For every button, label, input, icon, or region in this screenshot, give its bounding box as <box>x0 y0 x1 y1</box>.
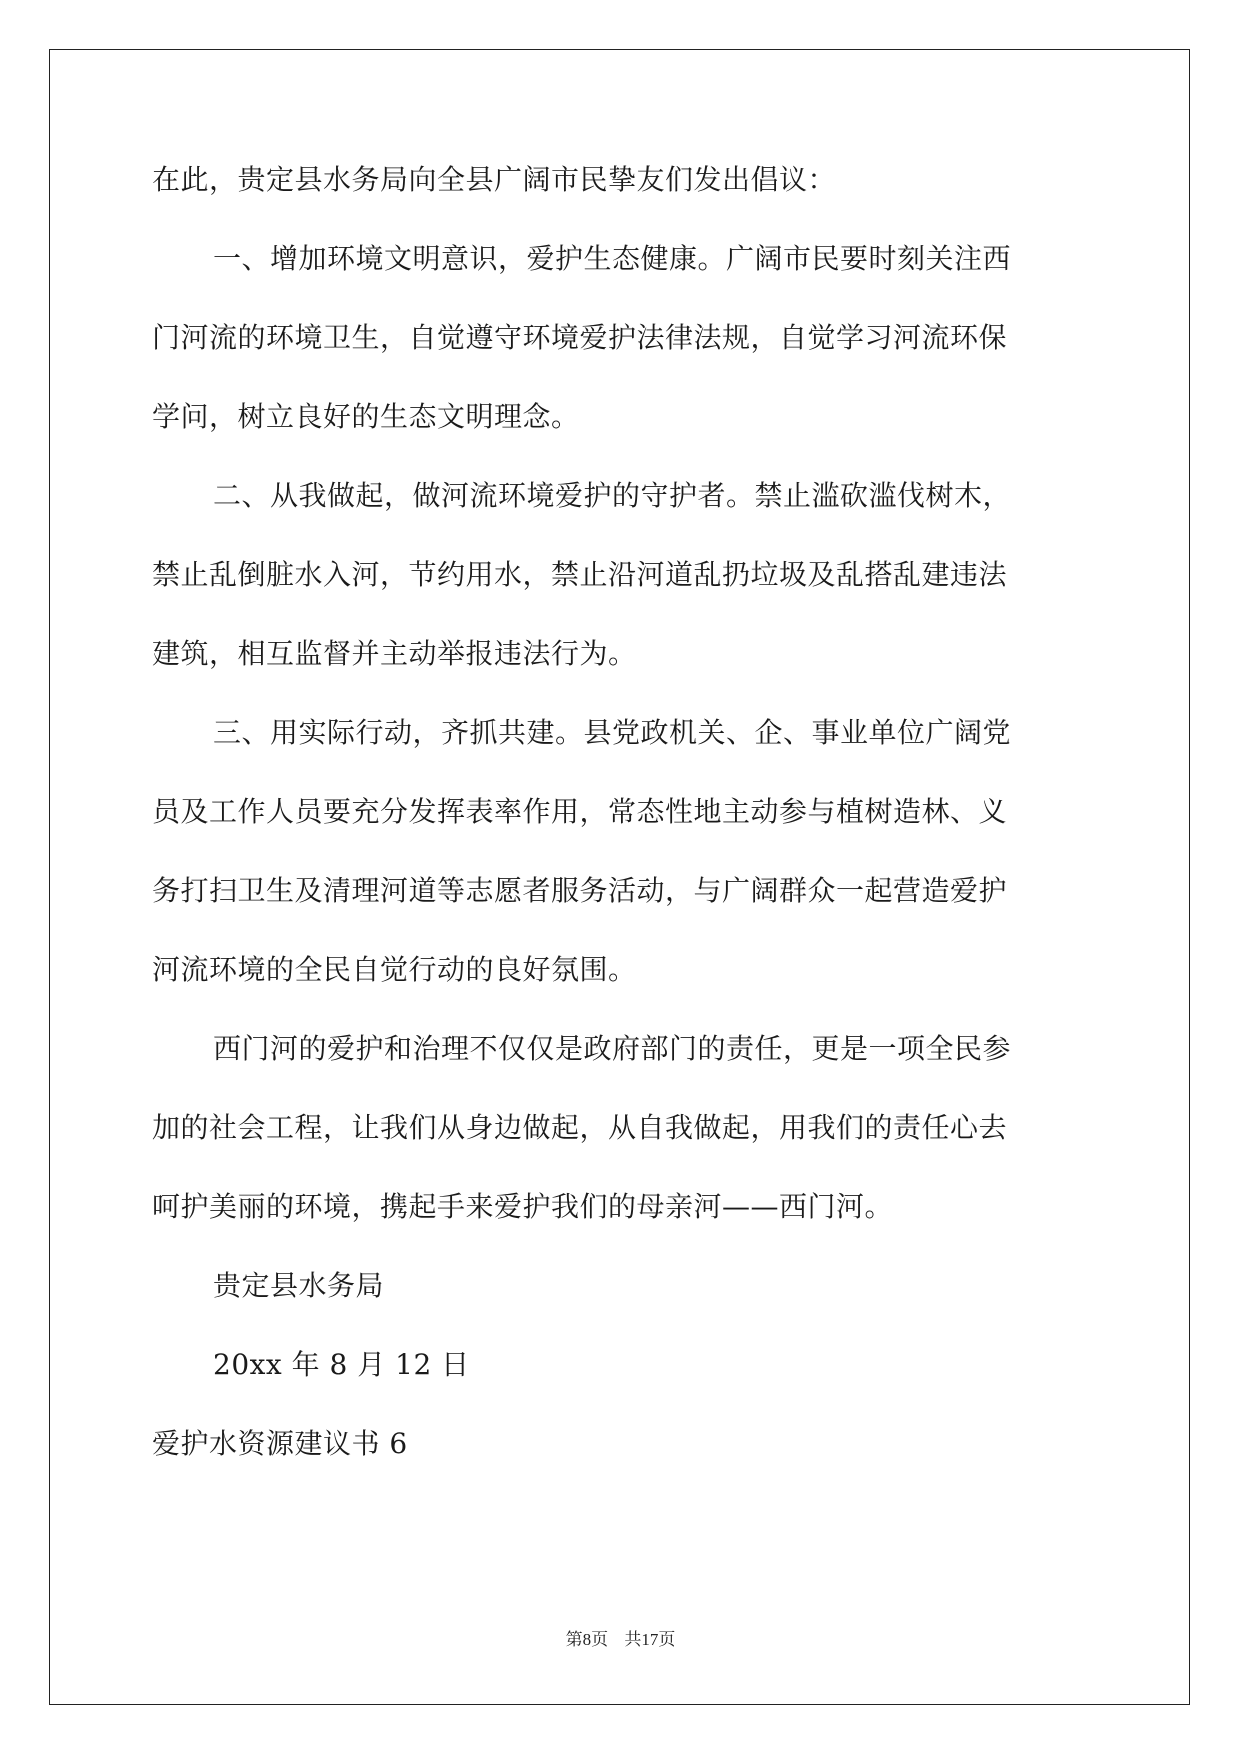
body-line: 加的社会工程，让我们从身边做起，从自我做起，用我们的责任心去 <box>152 1111 1008 1144</box>
signature-date: 20xx 年 8 月 12 日 <box>213 1348 470 1381</box>
body-line: 员及工作人员要充分发挥表率作用，常态性地主动参与植树造林、义 <box>152 795 1008 828</box>
page-total: 共17页 <box>624 1630 676 1649</box>
body-line: 河流环境的全民自觉行动的良好氛围。 <box>152 953 637 986</box>
body-line: 三、用实际行动，齐抓共建。县党政机关、企、事业单位广阔党 <box>213 716 1012 749</box>
body-line: 禁止乱倒脏水入河，节约用水，禁止沿河道乱扔垃圾及乱搭乱建违法 <box>152 558 1008 591</box>
page-footer <box>0 1625 1241 1650</box>
signature-organization: 贵定县水务局 <box>213 1269 385 1302</box>
body-line: 呵护美丽的环境，携起手来爱护我们的母亲河——西门河。 <box>152 1190 894 1223</box>
page-number: 第8页 <box>565 1630 609 1649</box>
body-line: 学问，树立良好的生态文明理念。 <box>152 400 580 433</box>
document-body <box>152 160 1090 1503</box>
body-line: 西门河的爱护和治理不仅仅是政府部门的责任，更是一项全民参 <box>213 1032 1012 1065</box>
body-line: 在此，贵定县水务局向全县广阔市民挚友们发出倡议： <box>152 163 837 196</box>
body-line: 二、从我做起，做河流环境爱护的守护者。禁止滥砍滥伐树木， <box>213 479 1012 512</box>
body-line: 务打扫卫生及清理河道等志愿者服务活动，与广阔群众一起营造爱护 <box>152 874 1008 907</box>
body-line: 建筑，相互监督并主动举报违法行为。 <box>152 637 637 670</box>
section-heading: 爱护水资源建议书 6 <box>152 1427 408 1460</box>
body-line: 门河流的环境卫生，自觉遵守环境爱护法律法规，自觉学习河流环保 <box>152 321 1008 354</box>
body-line: 一、增加环境文明意识，爱护生态健康。广阔市民要时刻关注西 <box>213 242 1012 275</box>
